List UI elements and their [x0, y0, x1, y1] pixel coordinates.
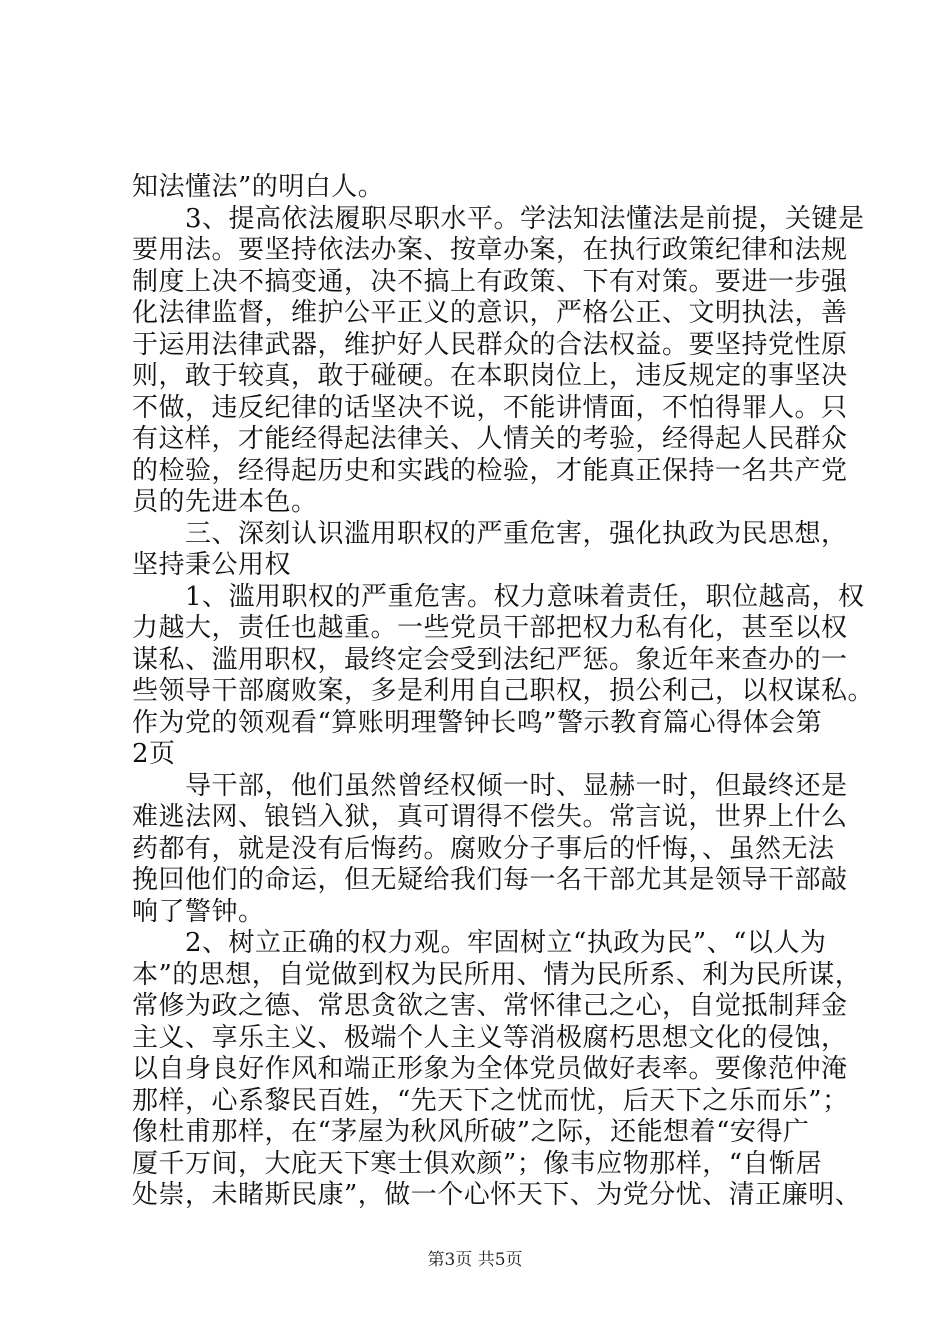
text-line: 知法懂法”的明白人。	[132, 172, 385, 202]
text-line: 作为党的领观看“算账明理警钟长鸣”警示教育篇心得体会第	[132, 707, 823, 738]
text-line: 员的先进本色。	[132, 487, 318, 517]
text-line: 谋私、滥用职权，最终定会受到法纪严惩。象近年来查办的一	[132, 644, 848, 675]
text-line: 3、提高依法履职尽职水平。学法知法懂法是前提，关键是	[132, 203, 865, 234]
text-line: 不做，违反纪律的话坚决不说，不能讲情面，不怕得罪人。只	[132, 392, 848, 423]
text-line: 难逃法网、锒铛入狱，真可谓得不偿失。常言说，世界上什么	[132, 802, 848, 832]
text-line: 的检验，经得起历史和实践的检验，才能真正保持一名共产党	[132, 455, 848, 486]
text-line: 有这样，才能经得起法律关、人情关的考验，经得起人民群众	[132, 424, 848, 454]
text-line: 处崇，未睹斯民康”，做一个心怀天下、为党分忧、清正廉明、	[132, 1180, 862, 1210]
text-line: 化法律监督，维护公平正义的意识，严格公正、文明执法，善	[132, 298, 848, 328]
text-line: 制度上决不搞变通，决不搞上有政策、下有对策。要进一步强	[132, 266, 848, 297]
text-line: 常修为政之德、常思贪欲之害、常怀律己之心，自觉抵制拜金	[132, 991, 848, 1021]
text-line: 以自身良好作风和端正形象为全体党员做好表率。要像范仲淹	[132, 1054, 848, 1084]
text-line: 挽回他们的命运，但无疑给我们每一名干部尤其是领导干部敲	[132, 865, 848, 895]
text-line: 则，敢于较真，敢于碰硬。在本职岗位上，违反规定的事坚决	[132, 361, 848, 391]
text-line: 些领导干部腐败案，多是利用自己职权，损公利己，以权谋私。	[132, 676, 875, 706]
text-line: 2、树立正确的权力观。牢固树立“执政为民”、“以人为	[132, 928, 827, 958]
page-footer: 第3页 共5页	[427, 1250, 523, 1270]
text-line: 导干部，他们虽然曾经权倾一时、显赫一时，但最终还是	[132, 770, 848, 801]
text-line: 药都有，就是没有后悔药。腐败分子事后的忏悔，、虽然无法	[132, 833, 835, 864]
text-line: 主义、享乐主义、极端个人主义等消极腐朽思想文化的侵蚀，	[132, 1022, 848, 1053]
text-line: 三、深刻认识滥用职权的严重危害，强化执政为民思想，	[132, 518, 848, 549]
text-line: 于运用法律武器，维护好人民群众的合法权益。要坚持党性原	[132, 329, 848, 360]
text-line: 厦千万间，大庇天下寒士俱欢颜”；像韦应物那样，“自惭居	[132, 1148, 823, 1179]
text-line: 本”的思想，自觉做到权为民所用、情为民所系、利为民所谋，	[132, 959, 862, 990]
text-line: 要用法。要坚持依法办案、按章办案，在执行政策纪律和法规	[132, 235, 848, 265]
text-line: 2页	[132, 739, 176, 769]
text-line: 像杜甫那样，在“茅屋为秋风所破”之际，还能想着“安得广	[132, 1117, 810, 1147]
text-line: 那样，心系黎民百姓，“先天下之忧而忧，后天下之乐而乐”；	[132, 1085, 849, 1116]
document-body	[132, 172, 875, 1212]
text-line: 坚持秉公用权	[132, 550, 292, 580]
text-line: 1、滥用职权的严重危害。权力意味着责任，职位越高，权	[132, 581, 865, 612]
text-line: 响了警钟。	[132, 896, 265, 927]
text-line: 力越大，责任也越重。一些党员干部把权力私有化，甚至以权	[132, 613, 848, 643]
